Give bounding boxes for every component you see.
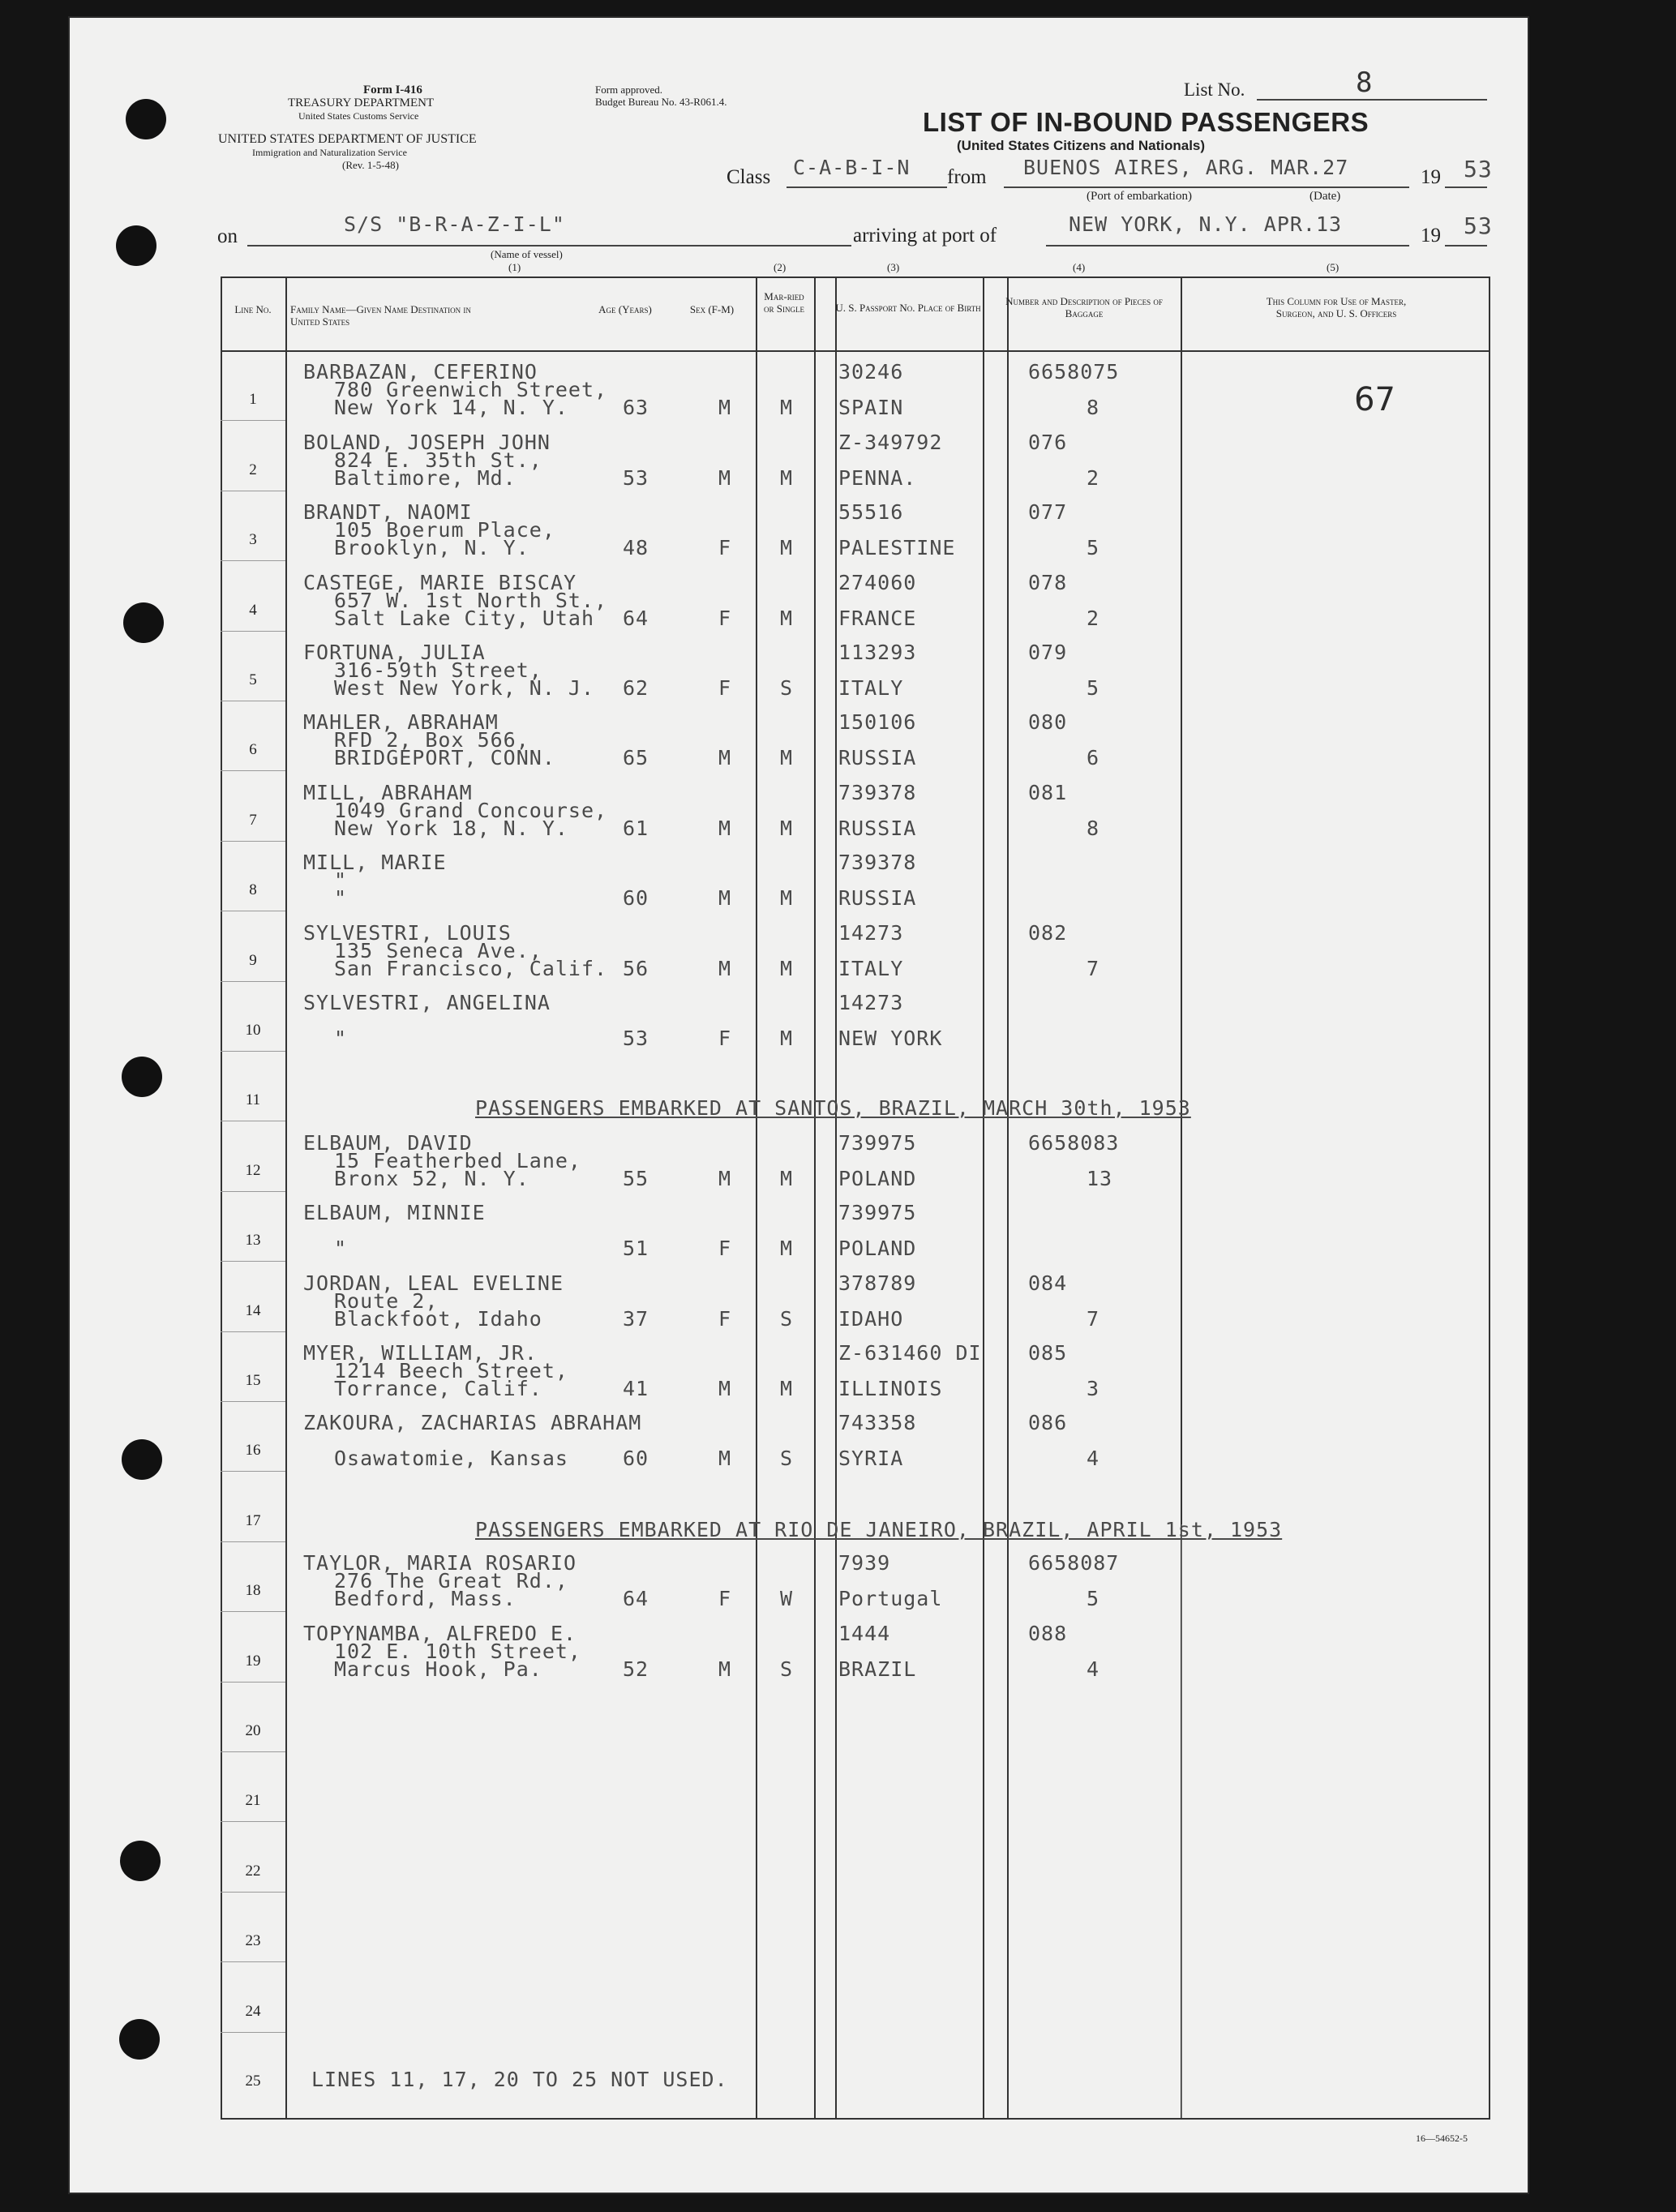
arrival-year-prefix: 19: [1421, 225, 1441, 246]
passenger-marital-status: M: [780, 957, 794, 980]
passenger-address-line2: Blackfoot, Idaho: [334, 1307, 542, 1331]
binder-hole: [116, 225, 156, 266]
passenger-marital-status: S: [780, 1447, 794, 1470]
passenger-sex: F: [718, 676, 732, 700]
passenger-sex: F: [718, 1307, 732, 1331]
doj-label: UNITED STATES DEPARTMENT OF JUSTICE: [218, 132, 477, 146]
baggage-count: 3: [1087, 1377, 1100, 1400]
arrival-year: 53: [1464, 212, 1493, 239]
passenger-age: 51: [623, 1237, 649, 1260]
passport-number: Z-631460 DI: [838, 1341, 982, 1365]
on-label: on: [217, 225, 238, 247]
passenger-name: MYER, WILLIAM, JR.: [303, 1341, 538, 1365]
passenger-marital-status: M: [780, 1377, 794, 1400]
passenger-address-line1: 316-59th Street,: [334, 658, 542, 682]
baggage-count: 13: [1087, 1167, 1113, 1190]
line-number: 2: [249, 461, 257, 478]
passenger-sex: M: [718, 396, 732, 419]
col-header-baggage: Number and Description of Pieces of Baggage: [1005, 295, 1163, 319]
officer-count-note: 67: [1354, 381, 1395, 418]
passenger-age: 56: [623, 957, 649, 980]
passenger-age: 61: [623, 817, 649, 840]
col-num-1: (1): [508, 261, 521, 273]
baggage-number: 085: [1028, 1341, 1068, 1365]
place-of-birth: SYRIA: [838, 1447, 904, 1470]
line-number: 10: [245, 1022, 261, 1039]
passenger-marital-status: M: [780, 1237, 794, 1260]
baggage-number: 6658087: [1028, 1551, 1120, 1575]
passenger-address-line2: ": [334, 1237, 348, 1260]
passenger-marital-status: M: [780, 746, 794, 769]
line-number: 21: [245, 1792, 261, 1809]
passenger-address-line1: 1214 Beech Street,: [334, 1359, 568, 1382]
passenger-address-line2: ": [334, 1027, 348, 1050]
passenger-age: 37: [623, 1307, 649, 1331]
binder-hole: [119, 2019, 160, 2060]
row-divider: [221, 560, 285, 561]
passport-number: 274060: [838, 571, 917, 594]
passenger-name: MAHLER, ABRAHAM: [303, 710, 499, 734]
place-of-birth: PALESTINE: [838, 536, 956, 559]
baggage-count: 7: [1087, 1307, 1100, 1331]
passport-number: 7939: [838, 1551, 891, 1575]
passenger-name: SYLVESTRI, LOUIS: [303, 921, 512, 945]
passport-number: 739378: [838, 781, 917, 804]
vessel-name: S/S "B-R-A-Z-I-L": [344, 212, 565, 236]
vessel-caption: (Name of vessel): [491, 248, 563, 260]
port-caption: (Port of embarkation): [1087, 190, 1192, 203]
line-number: 16: [245, 1442, 261, 1459]
baggage-count: 2: [1087, 607, 1100, 630]
line-number: 7: [249, 812, 257, 829]
baggage-number: 081: [1028, 781, 1068, 804]
passenger-marital-status: S: [780, 1657, 794, 1681]
passenger-address-line1: 780 Greenwich Street,: [334, 378, 608, 401]
passenger-address-line2: ": [334, 886, 348, 910]
passenger-sex: F: [718, 1587, 732, 1610]
passenger-sex: M: [718, 1447, 732, 1470]
line-number: 18: [245, 1582, 261, 1599]
passport-number: 113293: [838, 641, 917, 664]
col-header-married: Mar-ried or Single: [764, 290, 804, 315]
from-label: from: [947, 166, 987, 188]
baggage-number: 079: [1028, 641, 1068, 664]
passenger-name: JORDAN, LEAL EVELINE: [303, 1271, 564, 1295]
place-of-birth: RUSSIA: [838, 886, 917, 910]
line-number: 5: [249, 671, 257, 688]
passenger-marital-status: M: [780, 817, 794, 840]
passenger-sex: F: [718, 1237, 732, 1260]
section-santos-heading: PASSENGERS EMBARKED AT SANTOS, BRAZIL, MARCH 30th, 1953: [475, 1096, 1191, 1120]
row-divider: [221, 770, 285, 771]
passenger-name: BRANDT, NAOMI: [303, 500, 473, 524]
passenger-sex: M: [718, 746, 732, 769]
place-of-birth: Portugal: [838, 1587, 943, 1610]
passport-number: 150106: [838, 710, 917, 734]
passport-number: 14273: [838, 991, 904, 1014]
budget-label: Budget Bureau No. 43-R061.4.: [595, 96, 727, 108]
passenger-age: 60: [623, 1447, 649, 1470]
place-of-birth: ITALY: [838, 957, 904, 980]
line-number: 4: [249, 602, 257, 619]
arrival-value: NEW YORK, N.Y. APR.13: [1069, 212, 1343, 236]
row-divider: [221, 2032, 285, 2033]
passport-number: 739975: [838, 1131, 917, 1155]
passenger-sex: M: [718, 1377, 732, 1400]
passenger-age: 41: [623, 1377, 649, 1400]
passenger-name: ELBAUM, MINNIE: [303, 1201, 486, 1224]
passenger-marital-status: M: [780, 466, 794, 490]
binder-hole: [126, 99, 166, 139]
place-of-birth: IDAHO: [838, 1307, 904, 1331]
passenger-sex: M: [718, 957, 732, 980]
baggage-number: 080: [1028, 710, 1068, 734]
passenger-name: MILL, ABRAHAM: [303, 781, 473, 804]
passenger-address-line2: Brooklyn, N. Y.: [334, 536, 529, 559]
passenger-age: 48: [623, 536, 649, 559]
baggage-count: 6: [1087, 746, 1100, 769]
baggage-count: 7: [1087, 957, 1100, 980]
passenger-age: 60: [623, 886, 649, 910]
col-num-5: (5): [1327, 261, 1340, 273]
col-header-sex: Sex (F-M): [689, 303, 735, 315]
passenger-address-line1: ": [334, 868, 348, 892]
passenger-marital-status: M: [780, 607, 794, 630]
baggage-number: 6658083: [1028, 1131, 1120, 1155]
treasury-label: TREASURY DEPARTMENT: [288, 96, 435, 109]
baggage-number: 076: [1028, 431, 1068, 454]
col-header-name: Family Name—Given Name Destination in United States: [290, 303, 471, 328]
baggage-count: 2: [1087, 466, 1100, 490]
passenger-sex: F: [718, 1027, 732, 1050]
passenger-address-line1: 276 The Great Rd.,: [334, 1569, 568, 1593]
place-of-birth: RUSSIA: [838, 817, 917, 840]
footer-code: 16—54652-5: [1416, 2133, 1468, 2144]
passport-number: 378789: [838, 1271, 917, 1295]
passenger-name: TOPYNAMBA, ALFREDO E.: [303, 1622, 577, 1645]
passenger-age: 55: [623, 1167, 649, 1190]
row-divider: [221, 841, 285, 842]
date-caption: (Date): [1310, 190, 1341, 203]
passenger-address-line2: Marcus Hook, Pa.: [334, 1657, 542, 1681]
passport-number: 14273: [838, 921, 904, 945]
page-title: LIST OF IN-BOUND PASSENGERS: [923, 107, 1370, 137]
passenger-address-line1: 657 W. 1st North St.,: [334, 589, 608, 612]
row-divider: [221, 1191, 285, 1192]
passenger-address-line2: BRIDGEPORT, CONN.: [334, 746, 555, 769]
baggage-count: 4: [1087, 1447, 1100, 1470]
passenger-age: 53: [623, 466, 649, 490]
from-year-prefix: 19: [1421, 166, 1441, 188]
baggage-count: 5: [1087, 1587, 1100, 1610]
passenger-address-line2: San Francisco, Calif.: [334, 957, 608, 980]
place-of-birth: FRANCE: [838, 607, 917, 630]
row-divider: [221, 1892, 285, 1893]
place-of-birth: ITALY: [838, 676, 904, 700]
col-num-2: (2): [774, 261, 787, 273]
row-divider: [221, 1611, 285, 1612]
passenger-address-line2: Baltimore, Md.: [334, 466, 517, 490]
from-year: 53: [1464, 156, 1493, 182]
binder-hole: [120, 1841, 161, 1881]
row-divider: [221, 1331, 285, 1332]
passenger-address-line1: 135 Seneca Ave.,: [334, 939, 542, 962]
passenger-address-line2: Salt Lake City, Utah: [334, 607, 595, 630]
line-number: 11: [245, 1091, 261, 1108]
list-no-label: List No.: [1184, 79, 1245, 100]
baggage-count: 8: [1087, 817, 1100, 840]
line-number: 25: [245, 2073, 261, 2090]
passenger-age: 53: [623, 1027, 649, 1050]
class-value: C-A-B-I-N: [793, 156, 911, 179]
passenger-age: 63: [623, 396, 649, 419]
passenger-sex: M: [718, 817, 732, 840]
col-header-age: Age (Years): [598, 303, 652, 315]
footer-note: LINES 11, 17, 20 TO 25 NOT USED.: [311, 2068, 728, 2091]
passenger-sex: M: [718, 1167, 732, 1190]
passenger-address-line1: 15 Featherbed Lane,: [334, 1149, 581, 1172]
passenger-marital-status: M: [780, 536, 794, 559]
row-divider: [221, 420, 285, 421]
row-divider: [221, 1961, 285, 1962]
passenger-name: MILL, MARIE: [303, 851, 447, 874]
binder-hole: [123, 602, 164, 643]
line-number: 3: [249, 531, 257, 548]
place-of-birth: PENNA.: [838, 466, 917, 490]
passenger-age: 64: [623, 1587, 649, 1610]
place-of-birth: ILLINOIS: [838, 1377, 943, 1400]
passport-number: 1444: [838, 1622, 891, 1645]
binder-hole: [122, 1439, 162, 1480]
passenger-name: SYLVESTRI, ANGELINA: [303, 991, 551, 1014]
line-number: 1: [249, 391, 257, 408]
line-number: 8: [249, 881, 257, 898]
row-divider: [221, 1401, 285, 1402]
passenger-name: CASTEGE, MARIE BISCAY: [303, 571, 577, 594]
passenger-marital-status: S: [780, 676, 794, 700]
baggage-number: 078: [1028, 571, 1068, 594]
baggage-count: 8: [1087, 396, 1100, 419]
place-of-birth: RUSSIA: [838, 746, 917, 769]
passenger-age: 64: [623, 607, 649, 630]
from-value: BUENOS AIRES, ARG. MAR.27: [1023, 156, 1349, 179]
passenger-address-line2: New York 14, N. Y.: [334, 396, 568, 419]
place-of-birth: SPAIN: [838, 396, 904, 419]
baggage-number: 077: [1028, 500, 1068, 524]
class-label: Class: [727, 166, 771, 188]
row-divider: [221, 1541, 285, 1542]
passenger-address-line2: West New York, N. J.: [334, 676, 595, 700]
row-divider: [221, 1682, 285, 1683]
line-number: 9: [249, 952, 257, 969]
passport-number: 739378: [838, 851, 917, 874]
row-divider: [221, 1261, 285, 1262]
passenger-age: 62: [623, 676, 649, 700]
place-of-birth: NEW YORK: [838, 1027, 943, 1050]
line-number: 24: [245, 2003, 261, 2020]
passenger-sex: F: [718, 536, 732, 559]
baggage-count: 5: [1087, 676, 1100, 700]
baggage-number: 6658075: [1028, 360, 1120, 384]
row-divider: [221, 1821, 285, 1822]
passport-number: Z-349792: [838, 431, 943, 454]
baggage-number: 086: [1028, 1411, 1068, 1434]
passenger-marital-status: M: [780, 1167, 794, 1190]
passenger-age: 52: [623, 1657, 649, 1681]
passenger-name: ZAKOURA, ZACHARIAS ABRAHAM: [303, 1411, 642, 1434]
baggage-count: 5: [1087, 536, 1100, 559]
list-no-value: 8: [1356, 66, 1374, 99]
baggage-number: 084: [1028, 1271, 1068, 1295]
line-number: 14: [245, 1302, 261, 1319]
line-number: 15: [245, 1372, 261, 1389]
place-of-birth: BRAZIL: [838, 1657, 917, 1681]
passenger-address-line2: New York 18, N. Y.: [334, 817, 568, 840]
row-divider: [221, 1751, 285, 1752]
col-header-officers: This Column for Use of Master, Surgeon, and U. S. Officers: [1266, 295, 1407, 319]
customs-label: United States Customs Service: [298, 110, 419, 122]
passenger-address-line1: RFD 2, Box 566,: [334, 728, 529, 752]
passenger-address-line2: Torrance, Calif.: [334, 1377, 542, 1400]
passenger-sex: F: [718, 607, 732, 630]
passenger-name: ELBAUM, DAVID: [303, 1131, 473, 1155]
row-divider: [221, 631, 285, 632]
line-number: 12: [245, 1162, 261, 1179]
line-number: 13: [245, 1232, 261, 1249]
passenger-sex: M: [718, 1657, 732, 1681]
page-subtitle: (United States Citizens and Nationals): [957, 138, 1206, 153]
row-divider: [221, 1051, 285, 1052]
passenger-marital-status: M: [780, 1027, 794, 1050]
passenger-marital-status: W: [780, 1587, 794, 1610]
col-header-line: Line No.: [234, 303, 272, 315]
passenger-address-line1: 102 E. 10th Street,: [334, 1640, 581, 1663]
passenger-address-line1: 824 E. 35th St.,: [334, 448, 542, 472]
col-num-3: (3): [887, 261, 900, 273]
passenger-address-line2: Osawatomie, Kansas: [334, 1447, 568, 1470]
arriving-label: arriving at port of: [853, 225, 997, 246]
baggage-number: 082: [1028, 921, 1068, 945]
line-number: 6: [249, 741, 257, 758]
passenger-name: BARBAZAN, CEFERINO: [303, 360, 538, 384]
revision-label: (Rev. 1-5-48): [342, 159, 399, 171]
row-divider: [221, 1471, 285, 1472]
col-num-4: (4): [1073, 261, 1086, 273]
passenger-sex: M: [718, 886, 732, 910]
passenger-marital-status: M: [780, 886, 794, 910]
passenger-marital-status: S: [780, 1307, 794, 1331]
line-number: 19: [245, 1653, 261, 1670]
ins-label: Immigration and Naturalization Service: [252, 147, 407, 158]
passenger-age: 65: [623, 746, 649, 769]
passenger-address-line2: Bedford, Mass.: [334, 1587, 517, 1610]
passenger-name: BOLAND, JOSEPH JOHN: [303, 431, 551, 454]
col-header-passport: U. S. Passport No. Place of Birth: [835, 302, 981, 314]
line-number: 20: [245, 1722, 261, 1739]
baggage-number: 088: [1028, 1622, 1068, 1645]
passenger-sex: M: [718, 466, 732, 490]
passenger-name: FORTUNA, JULIA: [303, 641, 486, 664]
form-number: Form I-416: [363, 84, 422, 96]
baggage-count: 4: [1087, 1657, 1100, 1681]
row-divider: [221, 981, 285, 982]
approved-label: Form approved.: [595, 84, 663, 96]
line-number: 23: [245, 1932, 261, 1949]
place-of-birth: POLAND: [838, 1167, 917, 1190]
binder-hole: [122, 1057, 162, 1097]
passport-number: 739975: [838, 1201, 917, 1224]
passenger-address-line2: Bronx 52, N. Y.: [334, 1167, 529, 1190]
passenger-address-line1: 105 Boerum Place,: [334, 518, 555, 542]
passport-number: 743358: [838, 1411, 917, 1434]
passenger-marital-status: M: [780, 396, 794, 419]
place-of-birth: POLAND: [838, 1237, 917, 1260]
section-rio-heading: PASSENGERS EMBARKED AT RIO DE JANEIRO, BRAZIL, APRIL 1st, 1953: [475, 1518, 1283, 1541]
passenger-address-line1: 1049 Grand Concourse,: [334, 799, 608, 822]
passport-number: 55516: [838, 500, 904, 524]
line-number: 22: [245, 1863, 261, 1880]
passport-number: 30246: [838, 360, 904, 384]
passenger-name: TAYLOR, MARIA ROSARIO: [303, 1551, 577, 1575]
line-number: 17: [245, 1512, 261, 1529]
passenger-address-line1: Route 2,: [334, 1289, 439, 1313]
